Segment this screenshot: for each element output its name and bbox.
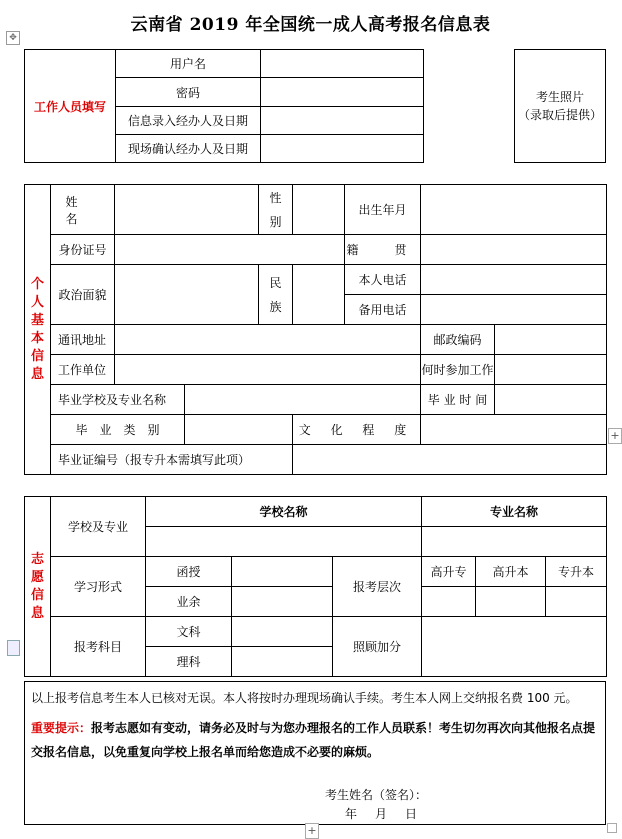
- level-option: 高升本: [476, 557, 546, 587]
- id-card-label: 身份证号: [51, 235, 115, 265]
- address-label: 通讯地址: [51, 325, 115, 355]
- postcode-field[interactable]: [495, 325, 607, 355]
- tip-label: 重要提示：: [31, 721, 92, 735]
- backup-phone-field[interactable]: [421, 295, 607, 325]
- address-field[interactable]: [115, 325, 421, 355]
- photo-label: 考生照片: [535, 90, 584, 104]
- political-field[interactable]: [115, 265, 259, 325]
- correspondence-label: 函授: [146, 557, 232, 587]
- confirm-handler-field[interactable]: [261, 135, 424, 163]
- grad-time-field[interactable]: [495, 385, 607, 415]
- gender-field[interactable]: [293, 185, 345, 235]
- backup-phone-label: 备用电话: [345, 295, 421, 325]
- level-option-field[interactable]: [422, 587, 476, 617]
- school-name-header: 学校名称: [146, 497, 422, 527]
- school-major-label: 毕业学校及专业名称: [51, 385, 185, 415]
- password-label: 密码: [116, 78, 261, 107]
- birth-label: 出生年月: [345, 185, 421, 235]
- ethnic-field[interactable]: [293, 265, 345, 325]
- username-label: 用户名: [116, 50, 261, 78]
- username-field[interactable]: [261, 50, 424, 78]
- entry-handler-label: 信息录入经办人及日期: [116, 107, 261, 135]
- phone-label: 本人电话: [345, 265, 421, 295]
- spare-time-field[interactable]: [232, 587, 333, 617]
- personal-section-label: 个人基本信息: [25, 185, 51, 475]
- phone-field[interactable]: [421, 265, 607, 295]
- native-label: 籍 贯: [345, 235, 421, 265]
- table-resize-handle[interactable]: [607, 823, 617, 833]
- major-name-field[interactable]: [422, 527, 607, 557]
- staff-table: [24, 49, 424, 163]
- wish-section-label: 志愿信息: [25, 497, 51, 677]
- ethnic-label: 民族: [259, 265, 293, 325]
- confirm-handler-label: 现场确认经办人及日期: [116, 135, 261, 163]
- arts-field[interactable]: [232, 617, 333, 647]
- wish-table: [24, 496, 607, 677]
- personal-table: [24, 184, 607, 475]
- correspondence-field[interactable]: [232, 557, 333, 587]
- photo-note: （录取后提供）: [517, 108, 602, 122]
- table-move-handle[interactable]: ✥: [6, 31, 20, 45]
- grad-time-label: 毕 业 时 间: [421, 385, 495, 415]
- birth-field[interactable]: [421, 185, 607, 235]
- signature-label: 考生姓名（签名）：: [325, 788, 428, 802]
- cert-no-label: 毕业证编号（报专升本需填写此项）: [51, 445, 293, 475]
- bonus-label: 照顾加分: [333, 617, 422, 677]
- name-field[interactable]: [115, 185, 259, 235]
- school-major-field[interactable]: [185, 385, 421, 415]
- level-option: 专升本: [546, 557, 607, 587]
- notice-line: 以上报考信息考生本人已核对无误。本人将按时办理现场确认手续。考生本人网上交纳报名费 100 元。: [31, 691, 578, 705]
- arts-label: 文科: [146, 617, 232, 647]
- political-label: 政治面貌: [51, 265, 115, 325]
- id-card-field[interactable]: [115, 235, 345, 265]
- password-field[interactable]: [261, 78, 424, 107]
- notice-box: [24, 681, 606, 825]
- tip-text: 报考志愿如有变动，请务必及时与为您办理报名的工作人员联系！考生切勿再次向其他报名点提交报名信息，以免重复向学校上报名单而给您造成不必要的麻烦。: [31, 721, 596, 759]
- document-icon: [7, 640, 20, 656]
- level-label: 报考层次: [333, 557, 422, 617]
- culture-label: 文 化 程 度: [293, 415, 421, 445]
- photo-box: [514, 49, 606, 163]
- spare-time-label: 业余: [146, 587, 232, 617]
- grad-type-field[interactable]: [185, 415, 293, 445]
- science-label: 理科: [146, 647, 232, 677]
- name-label: 姓 名: [51, 185, 115, 235]
- grad-type-label: 毕 业 类 别: [51, 415, 185, 445]
- level-option-field[interactable]: [476, 587, 546, 617]
- work-since-field[interactable]: [495, 355, 607, 385]
- add-row-icon[interactable]: +: [305, 823, 319, 839]
- date-label: 年 月 日: [345, 807, 421, 821]
- level-option: 高升专: [422, 557, 476, 587]
- page-title: 云南省 2019 年全国统一成人高考报名信息表: [130, 15, 491, 35]
- school-name-field[interactable]: [146, 527, 422, 557]
- gender-label: 性别: [259, 185, 293, 235]
- postcode-label: 邮政编码: [421, 325, 495, 355]
- native-field[interactable]: [421, 235, 607, 265]
- science-field[interactable]: [232, 647, 333, 677]
- bonus-field[interactable]: [422, 617, 607, 677]
- wish-school-major-label: 学校及专业: [51, 497, 146, 557]
- photo-placeholder[interactable]: [515, 50, 606, 163]
- entry-handler-field[interactable]: [261, 107, 424, 135]
- work-since-label: 何时参加工作: [421, 355, 495, 385]
- major-name-header: 专业名称: [422, 497, 607, 527]
- employer-label: 工作单位: [51, 355, 115, 385]
- important-tip: [31, 716, 599, 764]
- subject-label: 报考科目: [51, 617, 146, 677]
- level-option-field[interactable]: [546, 587, 607, 617]
- study-form-label: 学习形式: [51, 557, 146, 617]
- culture-field[interactable]: [421, 415, 607, 445]
- staff-section-label: 工作人员填写: [25, 50, 116, 163]
- employer-field[interactable]: [115, 355, 421, 385]
- add-column-icon[interactable]: +: [608, 428, 622, 444]
- cert-no-field[interactable]: [293, 445, 607, 475]
